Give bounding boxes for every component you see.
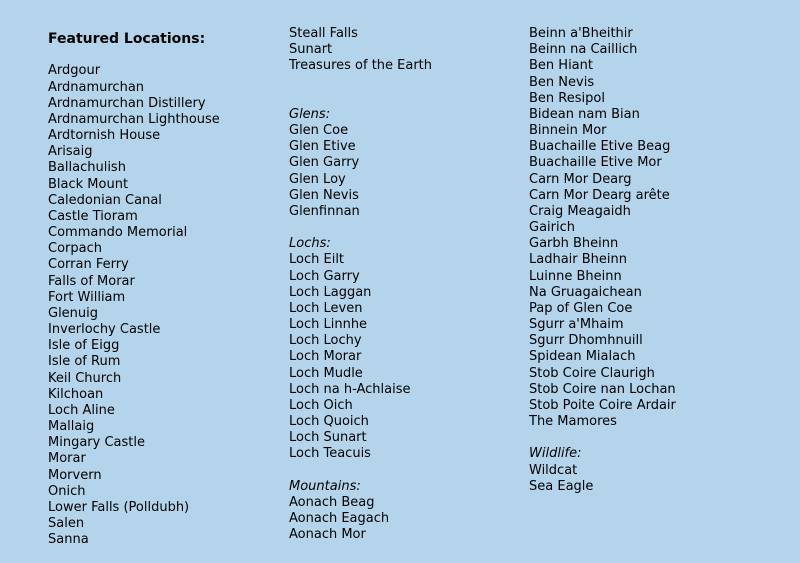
location-item: Glenuig xyxy=(48,305,99,321)
loch-item: Loch Linnhe xyxy=(289,317,368,333)
mountain-item: Sgurr a'Mhaim xyxy=(529,317,624,333)
mountain-item: The Mamores xyxy=(529,414,617,430)
mountain-item: Aonach Eagach xyxy=(289,511,390,527)
mountain-item: Na Gruagaichean xyxy=(529,284,642,300)
lochs-heading: Lochs: xyxy=(289,236,331,252)
location-item: Inverlochy Castle xyxy=(48,322,161,338)
mountain-item: Aonach Mor xyxy=(289,527,366,543)
wildlife-heading: Wildlife: xyxy=(529,446,582,462)
location-item: Ballachulish xyxy=(48,160,126,176)
glen-item: Glen Loy xyxy=(289,171,346,187)
mountain-item: Carn Mor Dearg xyxy=(529,171,632,187)
mountain-item: Ladhair Bheinn xyxy=(529,252,628,268)
location-item: Onich xyxy=(48,483,86,499)
mountain-item: Stob Coire Claurigh xyxy=(529,365,655,381)
glen-item: Glen Etive xyxy=(289,139,356,155)
mountain-item: Pap of Glen Coe xyxy=(529,300,633,316)
loch-item: Loch Teacuis xyxy=(289,446,371,462)
mountain-item: Bidean nam Bian xyxy=(529,106,640,122)
glen-item: Glen Nevis xyxy=(289,187,359,203)
wildlife-item: Wildcat xyxy=(529,462,578,478)
mountain-item: Sgurr Dhomhnuill xyxy=(529,333,643,349)
location-item: Mingary Castle xyxy=(48,435,145,451)
location-item: Lower Falls (Polldubh) xyxy=(48,499,190,515)
location-item: Caledonian Canal xyxy=(48,192,162,208)
location-item: Castle Tioram xyxy=(48,208,138,224)
location-item: Isle of Rum xyxy=(48,354,121,370)
column-1 xyxy=(48,31,220,549)
mountain-item: Spidean Mialach xyxy=(529,349,636,365)
column-2 xyxy=(289,26,432,544)
glen-item: Glen Garry xyxy=(289,155,360,171)
loch-item: Loch Eilt xyxy=(289,252,345,268)
mountain-item: Binnein Mor xyxy=(529,123,607,139)
wildlife-list xyxy=(529,463,676,495)
mountains-list-continued xyxy=(529,26,676,430)
location-item: Ardnamurchan Distillery xyxy=(48,95,206,111)
mountain-item: Stob Coire nan Lochan xyxy=(529,381,676,397)
location-item: Keil Church xyxy=(48,370,122,386)
mountain-item: Stob Poite Coire Ardair xyxy=(529,397,676,413)
location-item: Morvern xyxy=(48,467,102,483)
loch-item: Loch Oich xyxy=(289,397,353,413)
location-item: Treasures of the Earth xyxy=(289,58,433,74)
mountain-item: Carn Mor Dearg arête xyxy=(529,187,670,203)
mountain-item: Buachaille Etive Beag xyxy=(529,139,671,155)
location-item: Black Mount xyxy=(48,176,129,192)
mountain-item: Beinn na Caillich xyxy=(529,42,638,58)
wildlife-item: Sea Eagle xyxy=(529,478,594,494)
loch-item: Loch Leven xyxy=(289,300,363,316)
loch-item: Loch Lochy xyxy=(289,333,362,349)
location-item: Sunart xyxy=(289,42,333,58)
location-item: Corpach xyxy=(48,241,102,257)
mountain-item: Ben Nevis xyxy=(529,74,595,90)
location-item: Loch Aline xyxy=(48,402,115,418)
mountain-item: Ben Resipol xyxy=(529,90,605,106)
mountain-item: Craig Meagaidh xyxy=(529,203,631,219)
location-item: Morar xyxy=(48,451,86,467)
mountain-item: Luinne Bheinn xyxy=(529,268,622,284)
loch-item: Loch Mudle xyxy=(289,365,363,381)
glens-heading: Glens: xyxy=(289,106,331,122)
featured-locations-title: Featured Locations: xyxy=(48,31,206,47)
loch-item: Loch Morar xyxy=(289,349,362,365)
loch-item: Loch Quoich xyxy=(289,414,369,430)
location-item: Sanna xyxy=(48,532,89,548)
locations-list-continued xyxy=(289,26,432,75)
mountain-item: Garbh Bheinn xyxy=(529,236,619,252)
location-item: Salen xyxy=(48,516,85,532)
mountain-item: Beinn a'Bheithir xyxy=(529,26,633,41)
loch-item: Loch Garry xyxy=(289,268,360,284)
lochs-list xyxy=(289,252,432,462)
location-item: Commando Memorial xyxy=(48,225,188,241)
loch-item: Loch Laggan xyxy=(289,284,372,300)
glen-item: Glenfinnan xyxy=(289,203,360,219)
location-item: Ardnamurchan Lighthouse xyxy=(48,111,220,127)
glens-list xyxy=(289,123,432,220)
location-item: Ardtornish House xyxy=(48,128,161,144)
location-item: Arisaig xyxy=(48,144,93,160)
mountains-heading: Mountains: xyxy=(289,478,361,494)
location-item: Ardnamurchan xyxy=(48,79,145,95)
loch-item: Loch na h-Achlaise xyxy=(289,381,411,397)
mountain-item: Buachaille Etive Mor xyxy=(529,155,662,171)
mountain-item: Gairich xyxy=(529,220,575,236)
location-item: Isle of Eigg xyxy=(48,338,120,354)
loch-item: Loch Sunart xyxy=(289,430,367,446)
location-item: Falls of Morar xyxy=(48,273,135,289)
locations-list xyxy=(48,63,220,548)
location-item: Corran Ferry xyxy=(48,257,129,273)
location-item: Mallaig xyxy=(48,419,95,435)
glen-item: Glen Coe xyxy=(289,123,349,139)
column-3 xyxy=(529,26,676,495)
mountain-item: Aonach Beag xyxy=(289,495,375,510)
location-item: Ardgour xyxy=(48,63,101,79)
mountains-list xyxy=(289,495,432,544)
location-item: Steall Falls xyxy=(289,26,358,41)
location-item: Fort William xyxy=(48,289,126,305)
location-item: Kilchoan xyxy=(48,386,104,402)
mountain-item: Ben Hiant xyxy=(529,58,593,74)
